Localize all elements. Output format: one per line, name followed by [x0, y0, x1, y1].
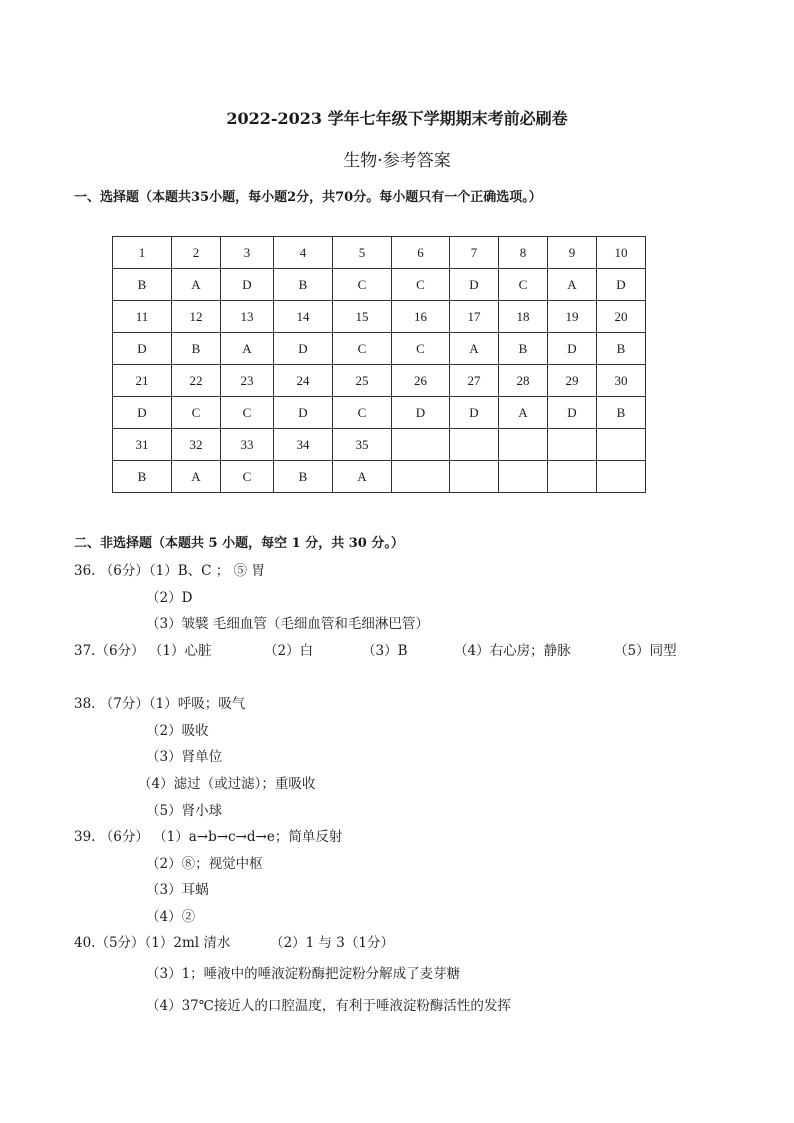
q38-answer-3: （3）肾单位	[146, 749, 223, 765]
answer-cell: C	[221, 397, 274, 429]
answer-cell: B	[274, 269, 333, 301]
question-number-cell: 17	[450, 301, 499, 333]
question-number-cell: 24	[274, 365, 333, 397]
question-number-cell: 5	[333, 237, 392, 269]
question-number-row	[113, 429, 646, 461]
answer-cell: A	[172, 461, 221, 493]
question-number-cell: 2	[172, 237, 221, 269]
question-number-cell: 1	[113, 237, 172, 269]
q37-answer-3: （3）B	[362, 643, 408, 659]
question-number-cell: 33	[221, 429, 274, 461]
q39-answer-3: （3）耳蜗	[146, 882, 209, 898]
answer-table	[112, 236, 646, 493]
question-number-cell: 7	[450, 237, 499, 269]
question-number-cell: 35	[333, 429, 392, 461]
answer-cell	[548, 461, 597, 493]
question-number-cell	[499, 429, 548, 461]
answer-cell: C	[172, 397, 221, 429]
question-number-cell: 3	[221, 237, 274, 269]
answer-cell: A	[548, 269, 597, 301]
answer-cell: D	[597, 269, 646, 301]
answer-cell: D	[221, 269, 274, 301]
answer-cell: A	[172, 269, 221, 301]
section-1-heading: 一、选择题（本题共35小题，每小题2分，共70分。每小题只有一个正确选项。）	[74, 190, 542, 205]
answer-cell: B	[113, 461, 172, 493]
answer-cell: D	[450, 269, 499, 301]
question-number-cell	[450, 429, 499, 461]
q37-answer-4: （4）右心房；静脉	[454, 643, 571, 659]
question-number-cell: 4	[274, 237, 333, 269]
answer-cell: B	[597, 397, 646, 429]
question-number-cell: 12	[172, 301, 221, 333]
answer-cell: C	[333, 333, 392, 365]
question-number-cell: 15	[333, 301, 392, 333]
q40-answer-2: （2）1 与 3（1分）	[270, 935, 394, 951]
question-number-cell	[597, 429, 646, 461]
question-number-cell: 22	[172, 365, 221, 397]
answer-row	[113, 397, 646, 429]
answer-cell: A	[499, 397, 548, 429]
question-number-cell: 34	[274, 429, 333, 461]
question-number-cell: 21	[113, 365, 172, 397]
answer-row	[113, 269, 646, 301]
question-number-cell: 6	[392, 237, 450, 269]
question-number-cell	[392, 429, 450, 461]
question-number-row	[113, 237, 646, 269]
answer-cell: C	[499, 269, 548, 301]
answer-cell: B	[113, 269, 172, 301]
answer-cell: D	[113, 397, 172, 429]
answer-cell: A	[333, 461, 392, 493]
answer-cell: D	[274, 397, 333, 429]
answer-row	[113, 461, 646, 493]
section-2-heading: 二、非选择题（本题共 5 小题，每空 1 分，共 30 分。）	[74, 536, 404, 551]
question-number-cell: 18	[499, 301, 548, 333]
question-number-cell: 32	[172, 429, 221, 461]
question-number-cell: 14	[274, 301, 333, 333]
q39-answer-4: （4）②	[146, 909, 196, 925]
answer-cell: C	[221, 461, 274, 493]
question-number-cell: 16	[392, 301, 450, 333]
question-number-cell: 26	[392, 365, 450, 397]
answer-cell: B	[597, 333, 646, 365]
answer-cell: C	[392, 333, 450, 365]
q38-answer-1: 38. （7分）（1）呼吸；吸气	[74, 696, 246, 712]
answer-cell	[499, 461, 548, 493]
q38-answer-4: （4）滤过（或过滤）；重吸收	[138, 776, 316, 792]
question-number-cell: 25	[333, 365, 392, 397]
question-number-cell: 10	[597, 237, 646, 269]
question-number-cell: 23	[221, 365, 274, 397]
answer-cell: D	[392, 397, 450, 429]
answer-cell: D	[274, 333, 333, 365]
question-number-cell: 31	[113, 429, 172, 461]
q40-answer-1: 40.（5分）（1）2ml 清水	[74, 935, 231, 951]
question-number-cell: 29	[548, 365, 597, 397]
page-title: 2022-2023 学年七年级下学期期末考前必刷卷	[226, 109, 568, 128]
q40-answer-3: （3）1；唾液中的唾液淀粉酶把淀粉分解成了麦芽糖	[146, 966, 461, 982]
question-number-cell: 8	[499, 237, 548, 269]
q36-answer-1: 36. （6分）（1）B、C ； ⑤ 胃	[74, 563, 265, 579]
answer-cell: A	[450, 333, 499, 365]
answer-cell	[597, 461, 646, 493]
question-number-row	[113, 301, 646, 333]
question-number-cell: 27	[450, 365, 499, 397]
answer-cell: B	[172, 333, 221, 365]
answer-cell: B	[499, 333, 548, 365]
question-number-cell: 28	[499, 365, 548, 397]
answer-cell: D	[548, 397, 597, 429]
answer-cell: D	[548, 333, 597, 365]
page-subtitle: 生物·参考答案	[343, 151, 451, 171]
question-number-cell: 11	[113, 301, 172, 333]
q39-answer-2: （2）⑧；视觉中枢	[146, 856, 263, 872]
question-number-row	[113, 365, 646, 397]
answer-cell: D	[113, 333, 172, 365]
q36-answer-3: （3）皱襞 毛细血管（毛细血管和毛细淋巴管）	[146, 616, 429, 632]
question-number-cell: 20	[597, 301, 646, 333]
question-number-cell	[548, 429, 597, 461]
answer-row	[113, 333, 646, 365]
answer-cell: C	[333, 269, 392, 301]
answer-cell: A	[221, 333, 274, 365]
answer-cell: B	[274, 461, 333, 493]
question-number-cell: 30	[597, 365, 646, 397]
question-number-cell: 13	[221, 301, 274, 333]
q38-answer-2: （2）吸收	[146, 723, 209, 739]
answer-cell: C	[333, 397, 392, 429]
question-number-cell: 19	[548, 301, 597, 333]
answer-cell	[450, 461, 499, 493]
q40-answer-4: （4）37℃接近人的口腔温度，有利于唾液淀粉酶活性的发挥	[146, 998, 511, 1014]
q37-answer-2: （2）白	[264, 643, 314, 659]
question-number-cell: 9	[548, 237, 597, 269]
q38-answer-5: （5）肾小球	[146, 803, 223, 819]
q37-answer-5: （5）同型	[614, 643, 677, 659]
q39-answer-1: 39. （6分） （1）a→b→c→d→e；简单反射	[74, 829, 343, 845]
q36-answer-2: （2）D	[146, 590, 193, 606]
answer-cell	[392, 461, 450, 493]
q37-answer-1: 37.（6分） （1）心脏	[74, 643, 212, 659]
answer-cell: D	[450, 397, 499, 429]
answer-cell: C	[392, 269, 450, 301]
